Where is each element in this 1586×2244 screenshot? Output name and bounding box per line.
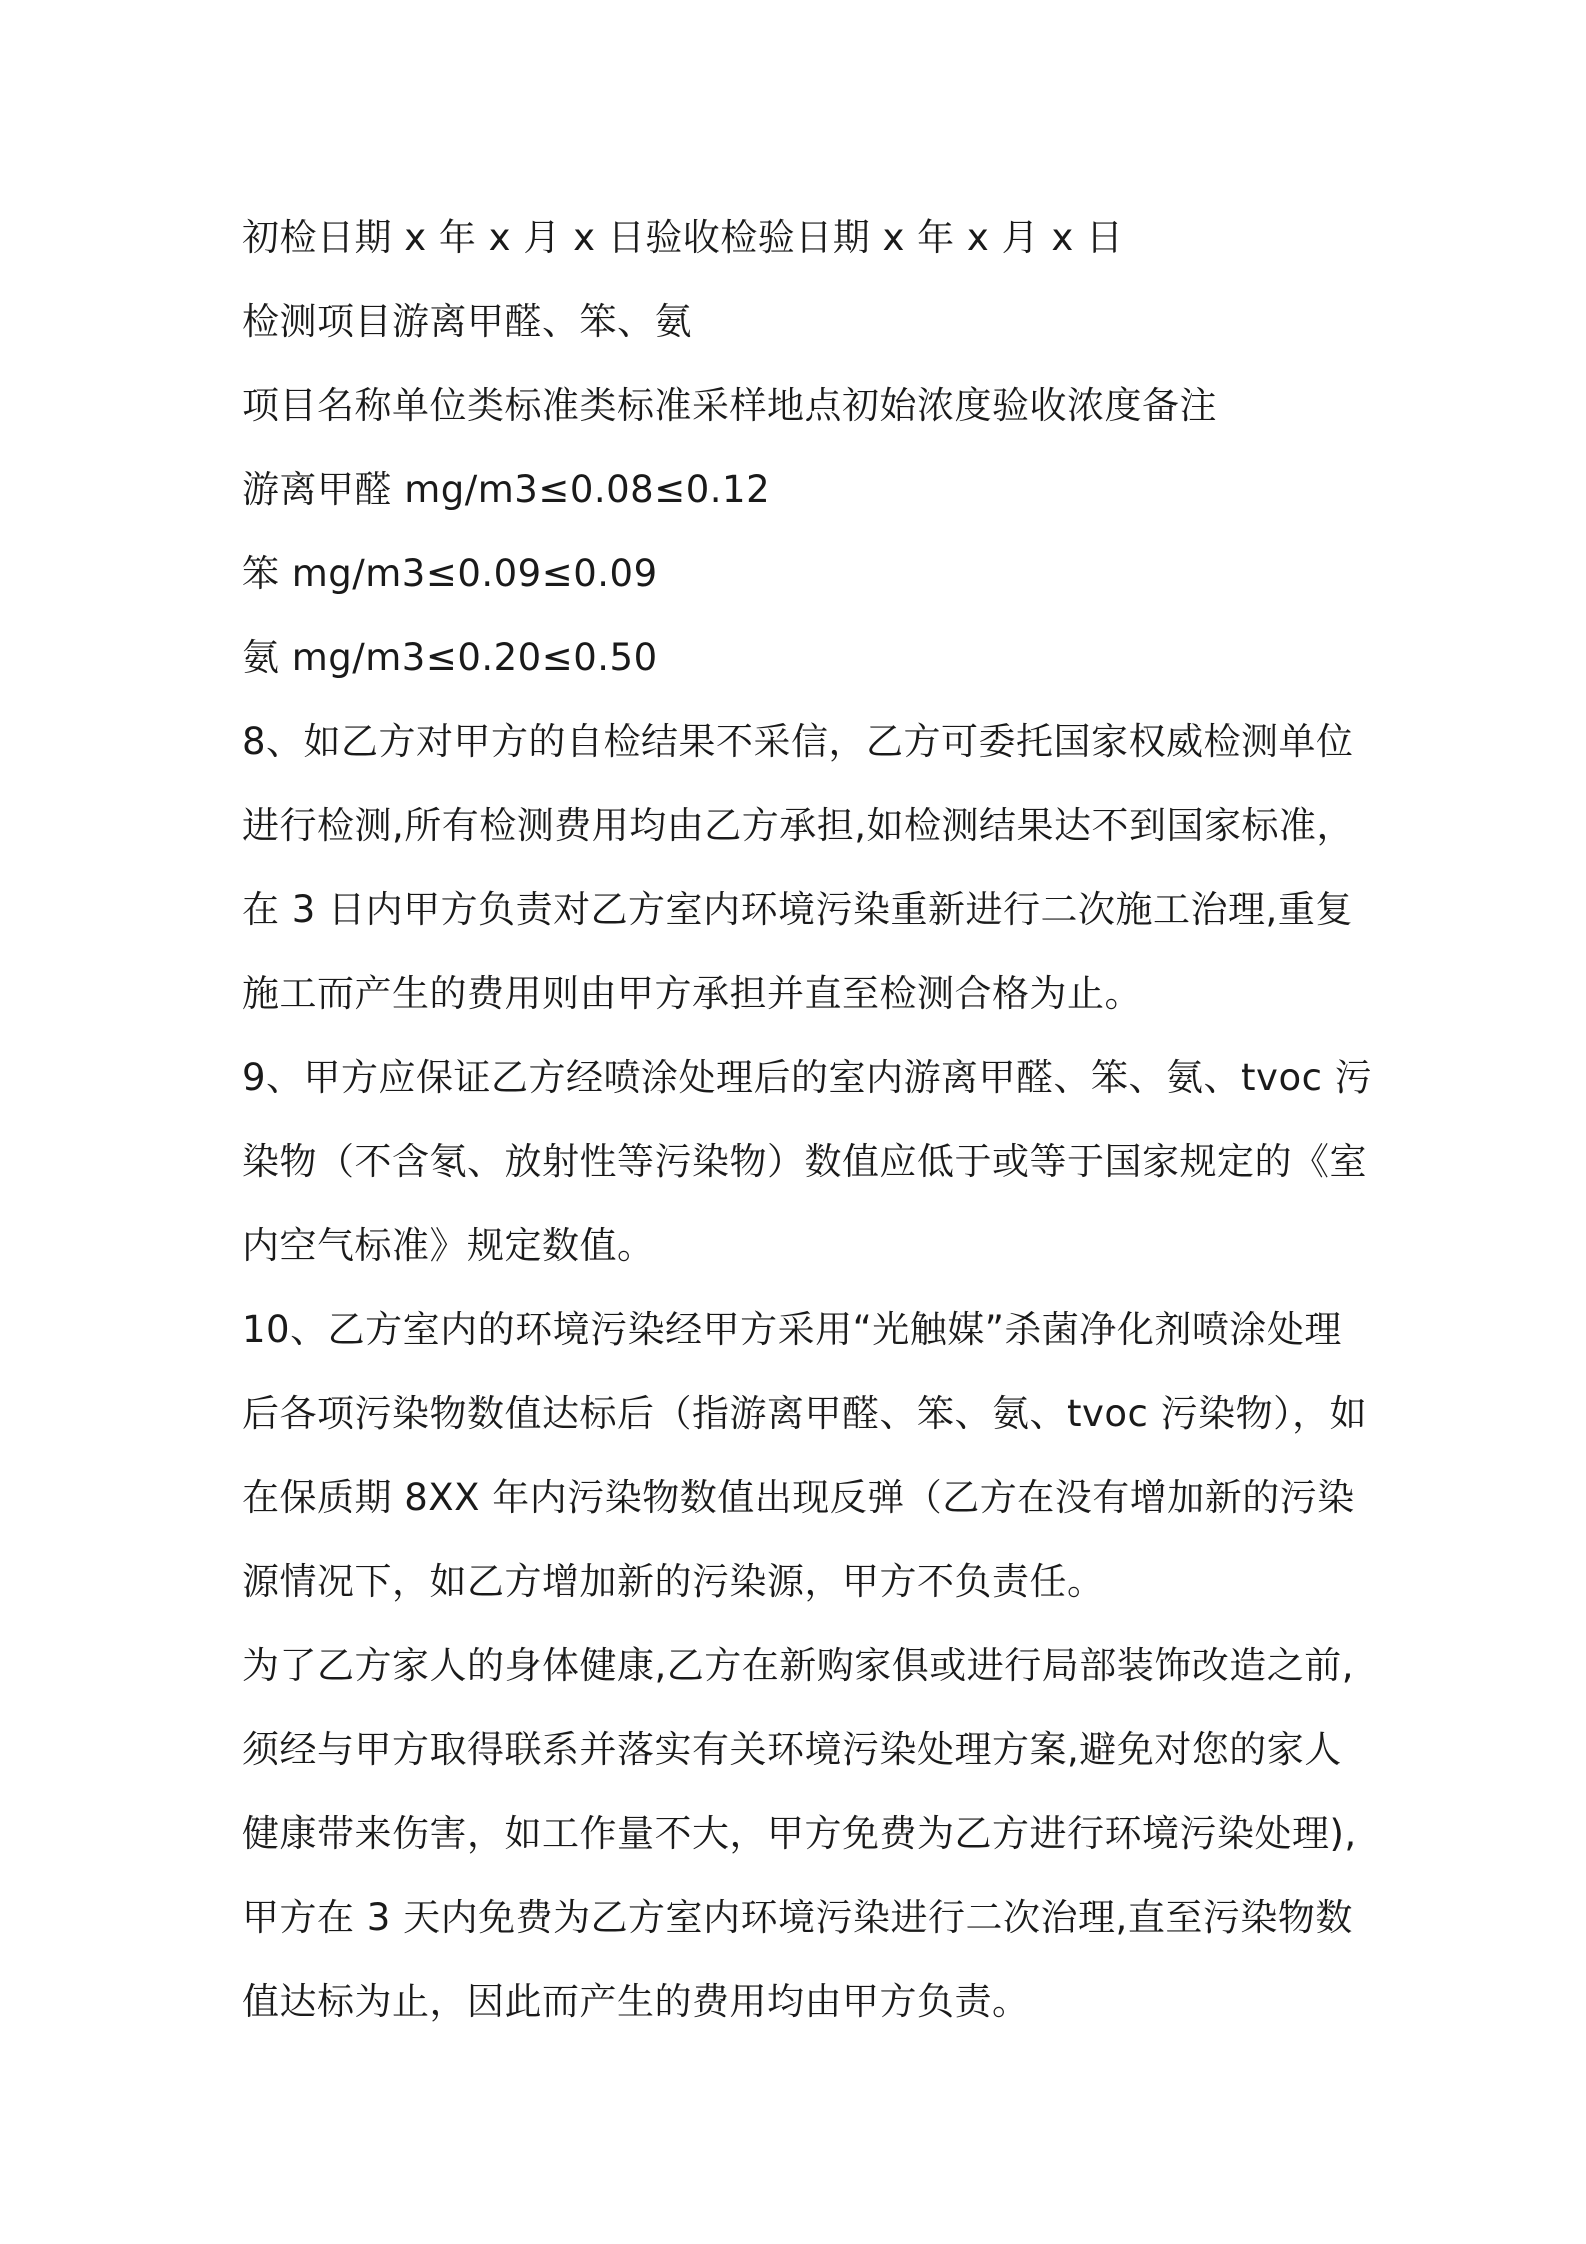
- clause-8-line-3: 在 3 日内甲方负责对乙方室内环境污染重新进行二次施工治理,重复: [242, 888, 1353, 931]
- clause-10-line-4: 源情况下，如乙方增加新的污染源，甲方不负责任。: [242, 1560, 1105, 1603]
- table-header-line: 项目名称单位类标准类标准采样地点初始浓度验收浓度备注: [242, 384, 1217, 427]
- health-note-line-1: 为了乙方家人的身体健康,乙方在新购家俱或进行局部装饰改造之前,: [242, 1644, 1355, 1687]
- test-items-line: 检测项目游离甲醛、笨、氨: [242, 300, 692, 343]
- ammonia-standard-line: 氨 mg/m3≤0.20≤0.50: [242, 636, 658, 679]
- clause-10-line-2: 后各项污染物数值达标后（指游离甲醛、笨、氨、tvoc 污染物），如: [242, 1392, 1368, 1435]
- formaldehyde-standard-line: 游离甲醛 mg/m3≤0.08≤0.12: [242, 468, 771, 511]
- clause-9-line-2: 染物（不含氡、放射性等污染物）数值应低于或等于国家规定的《室: [242, 1140, 1367, 1183]
- clause-8-line-4: 施工而产生的费用则由甲方承担并直至检测合格为止。: [242, 972, 1142, 1015]
- clause-9-line-1: 9、甲方应保证乙方经喷涂处理后的室内游离甲醛、笨、氨、tvoc 污: [242, 1056, 1373, 1099]
- health-note-line-2: 须经与甲方取得联系并落实有关环境污染处理方案,避免对您的家人: [242, 1728, 1342, 1771]
- health-note-line-5: 值达标为止，因此而产生的费用均由甲方负责。: [242, 1980, 1030, 2023]
- document-body: [242, 196, 1373, 2044]
- clause-9-line-3: 内空气标准》规定数值。: [242, 1224, 655, 1267]
- health-note-line-4: 甲方在 3 天内免费为乙方室内环境污染进行二次治理,直至污染物数: [242, 1896, 1353, 1939]
- clause-8-line-2: 进行检测,所有检测费用均由乙方承担,如检测结果达不到国家标准，: [242, 804, 1355, 847]
- clause-8-line-1: 8、如乙方对甲方的自检结果不采信，乙方可委托国家权威检测单位: [242, 720, 1354, 763]
- health-note-line-3: 健康带来伤害，如工作量不大，甲方免费为乙方进行环境污染处理),: [242, 1812, 1357, 1855]
- clause-10-line-1: 10、乙方室内的环境污染经甲方采用“光触媒”杀菌净化剂喷涂处理: [242, 1308, 1342, 1351]
- benzene-standard-line: 笨 mg/m3≤0.09≤0.09: [242, 552, 658, 595]
- inspection-dates-line: 初检日期 x 年 x 月 x 日验收检验日期 x 年 x 月 x 日: [242, 216, 1124, 259]
- clause-10-line-3: 在保质期 8XX 年内污染物数值出现反弹（乙方在没有增加新的污染: [242, 1476, 1355, 1519]
